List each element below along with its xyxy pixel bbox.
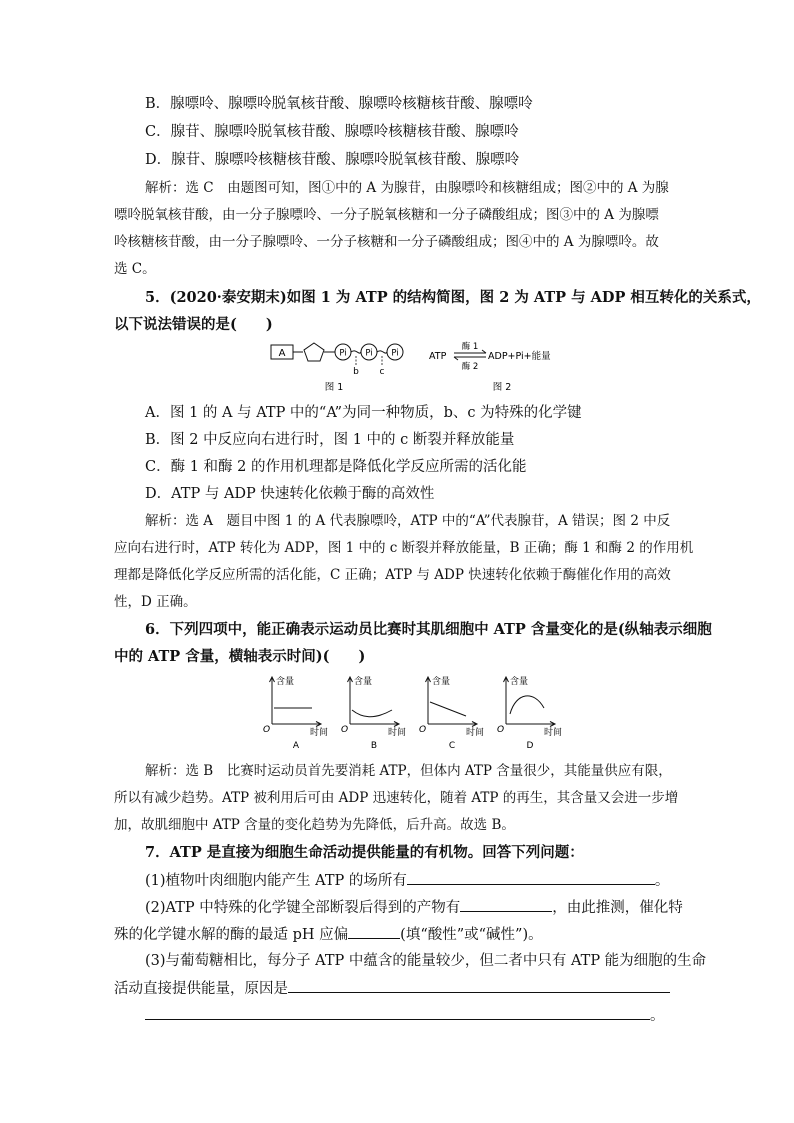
graph-b-label: B (370, 741, 378, 751)
q5-stem-line: 以下说法错误的是( ) (114, 316, 273, 333)
q7-part2-text: (2)ATP 中特殊的化学键全部断裂后得到的产物有 (145, 900, 461, 916)
q6-graph-c (418, 672, 498, 752)
q7-part1-blank[interactable] (407, 870, 655, 885)
axis-x-label: 时间 (310, 728, 329, 738)
q5-figure-1 (268, 338, 418, 396)
q7-part3-text: 活动直接提供能量，原因是 (114, 981, 288, 997)
ribose-pentagon (304, 343, 324, 361)
fig2-enzyme2-label: 酶 2 (461, 362, 479, 372)
q7-part3-end: 。 (650, 1008, 665, 1024)
fig1-box-label: A (278, 348, 286, 359)
q7-part1-end: 。 (654, 873, 670, 889)
q4-option-c: C．腺苷、腺嘌呤脱氧核苷酸、腺嘌呤核糖核苷酸、腺嘌呤 (145, 124, 519, 140)
q5-option-a: A．图 1 的 A 与 ATP 中的“A”为同一种物质，b、c 为特殊的化学键 (145, 405, 582, 421)
q7-part2-text-d: (填“酸性”或“碱性”)。 (400, 927, 543, 943)
axis-x-label: 时间 (544, 728, 563, 738)
axis-y-label: 含量 (432, 677, 451, 687)
q7-part3-line1: (3)与葡萄糖相比，每分子 ATP 中蕴含的能量较少，但二者中只有 ATP 能为细胞的生命 (145, 953, 707, 969)
q4-analysis-line: 嘌呤脱氧核苷酸，由一分子腺嘌呤、一分子脱氧核糖和一分子磷酸组成；图③中的 A 为腺嘌 (114, 207, 659, 223)
origin-label: O (419, 725, 427, 735)
q4-analysis-line: 呤核糖核苷酸，由一分子腺嘌呤、一分子核糖和一分子磷酸组成；图④中的 A 为腺嘌呤。故 (114, 234, 659, 250)
axis-y-label: 含量 (354, 677, 373, 687)
q7-part3-blank-reason-cont[interactable] (145, 1005, 650, 1020)
curve-peak (510, 696, 544, 714)
fig1-caption: 图 1 (324, 382, 344, 393)
q5-option-d: D．ATP 与 ADP 快速转化依赖于酶的高效性 (145, 486, 435, 502)
origin-label: O (497, 725, 505, 735)
phosphate-label: Pi (365, 348, 373, 359)
q7-part2-line1 (145, 897, 683, 918)
q6-analysis-line: 加，故肌细胞中 ATP 含量的变化趋势为先降低，后升高。故选 B。 (114, 817, 515, 833)
q5-figure-2 (428, 338, 568, 396)
q6-stem-line: 6．下列四项中，能正确表示运动员比赛时其肌细胞中 ATP 含量变化的是(纵轴表示细胞 (145, 621, 712, 638)
bond-c-label: c (379, 367, 385, 377)
q5-analysis-line: 应向右进行时，ATP 转化为 ADP，图 1 中的 c 断裂并释放能量，B 正确；酶 1 和酶 2 的作用机 (114, 540, 694, 556)
q7-part1 (145, 870, 669, 891)
curve-decline (430, 702, 466, 716)
q7-part3-blank-reason[interactable] (288, 978, 670, 993)
fig2-atp-label: ATP (429, 351, 447, 362)
graph-d-label: D (526, 741, 534, 751)
q7-part2-text-b: ，由此推测，催化特 (552, 900, 683, 916)
q7-part2-line2 (114, 924, 543, 945)
origin-label: O (263, 725, 271, 735)
bond-b-label: b (353, 367, 359, 377)
curve-dip (352, 710, 392, 717)
q6-analysis-line: 所以有减少趋势。ATP 被利用后可由 ADP 迅速转化，随着 ATP 的再生，其含量又会进一步增 (114, 790, 679, 806)
q6-stem-line: 中的 ATP 含量，横轴表示时间)( ) (114, 648, 366, 665)
fig2-products-label: ADP+Pi+能量 (488, 351, 551, 362)
q7-part2-text-c: 殊的化学键水解的酶的最适 pH 应偏 (114, 927, 349, 943)
fig2-enzyme1-label: 酶 1 (461, 342, 479, 352)
phosphate-label: Pi (391, 348, 399, 359)
q5-analysis-line: 理都是降低化学反应所需的活化能，C 正确；ATP 与 ADP 快速转化依赖于酶催化作用的高效 (114, 567, 671, 583)
axis-y-label: 含量 (276, 677, 295, 687)
q4-option-b: B．腺嘌呤、腺嘌呤脱氧核苷酸、腺嘌呤核糖核苷酸、腺嘌呤 (145, 96, 533, 112)
q7-part2-blank-products[interactable] (460, 897, 552, 912)
origin-label: O (341, 725, 349, 735)
q4-analysis-line: 解析：选 C 由题图可知，图①中的 A 为腺苷，由腺嘌呤和核糖组成；图②中的 A 为腺 (145, 180, 669, 196)
q5-analysis-line: 性，D 正确。 (114, 594, 197, 610)
axis-x-label: 时间 (388, 728, 407, 738)
fig2-caption: 图 2 (492, 382, 512, 393)
q7-part1-text: (1)植物叶肉细胞内能产生 ATP 的场所有 (145, 873, 407, 889)
q5-stem-line: 5．(2020·泰安期末)如图 1 为 ATP 的结构简图，图 2 为 ATP 与 ADP 相互转化的关系式， (145, 289, 761, 306)
q7-part3-line3 (145, 1005, 665, 1026)
graph-a-label: A (292, 741, 300, 751)
q6-graph-d (496, 672, 576, 752)
phosphate-label: Pi (339, 348, 347, 359)
q6-graph-a (262, 672, 342, 752)
graph-c-label: C (448, 741, 456, 751)
q5-option-c: C．酶 1 和酶 2 的作用机理都是降低化学反应所需的活化能 (145, 459, 527, 475)
q6-graph-b (340, 672, 420, 752)
q7-part2-blank-ph[interactable] (348, 924, 400, 939)
q7-stem: 7．ATP 是直接为细胞生命活动提供能量的有机物。回答下列问题： (145, 844, 584, 861)
q7-part3-line2 (114, 978, 670, 999)
axis-y-label: 含量 (510, 677, 529, 687)
q5-analysis-line: 解析：选 A 题目中图 1 的 A 代表腺嘌呤，ATP 中的“A”代表腺苷，A 错误；图 2 中反 (145, 513, 671, 529)
q5-option-b: B．图 2 中反应向右进行时，图 1 中的 c 断裂并释放能量 (145, 432, 515, 448)
q6-analysis-line: 解析：选 B 比赛时运动员首先要消耗 ATP，但体内 ATP 含量很少，其能量供应有限， (145, 763, 672, 779)
q4-option-d: D．腺苷、腺嘌呤核糖核苷酸、腺嘌呤脱氧核苷酸、腺嘌呤 (145, 152, 520, 168)
axis-x-label: 时间 (466, 728, 485, 738)
q4-analysis-line: 选 C。 (114, 261, 156, 277)
